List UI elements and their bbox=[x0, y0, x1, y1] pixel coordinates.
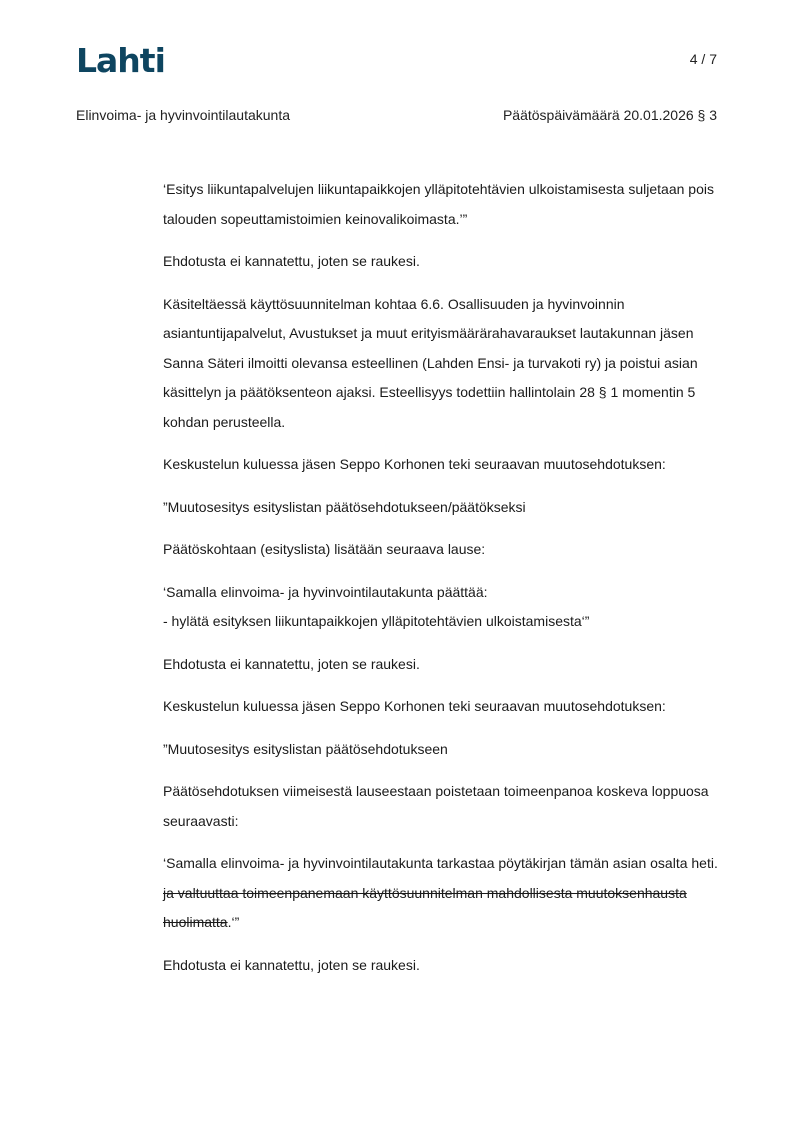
paragraph-text: ‘Samalla elinvoima- ja hyvinvointilautakunta tarkastaa pöytäkirjan tämän asian osalta heti. bbox=[163, 855, 718, 871]
paragraph-end: .‘” bbox=[227, 914, 240, 930]
paragraph: Päätösehdotuksen viimeisestä lauseestaan poistetaan toimeenpanoa koskeva loppuosa seuraavasti: bbox=[163, 783, 709, 829]
paragraph bbox=[163, 578, 723, 637]
paragraph: Keskustelun kuluessa jäsen Seppo Korhonen teki seuraavan muutosehdotuksen: bbox=[163, 698, 666, 714]
paragraph: Ehdotusta ei kannatettu, joten se raukesi. bbox=[163, 253, 420, 269]
paragraph-line: - hylätä esityksen liikuntapaikkojen ylläpitotehtävien ulkoistamisesta‘” bbox=[163, 613, 590, 629]
page-number: 4 / 7 bbox=[689, 51, 717, 67]
paragraph: Keskustelun kuluessa jäsen Seppo Korhonen teki seuraavan muutosehdotuksen: bbox=[163, 456, 666, 472]
document-body bbox=[163, 175, 723, 993]
paragraph: Käsiteltäessä käyttösuunnitelman kohtaa 6.6. Osallisuuden ja hyvinvoinnin asiantuntijapalvelut, Avustukset ja muut erityismäärärahavaraukset lautakunnan jäsen Sanna Säteri ilmoitti olevansa esteellinen (Lahden Ensi- ja turvakoti ry) ja poistui asian käsittelyn ja päätöksenteon ajaksi. Esteellisyys todettiin hallintolain 28 § 1 momentin 5 kohdan perusteella. bbox=[163, 295, 698, 430]
paragraph-line: ‘Samalla elinvoima- ja hyvinvointilautakunta päättää: bbox=[163, 583, 488, 600]
paragraph: Ehdotusta ei kannatettu, joten se raukesi. bbox=[163, 956, 420, 973]
paragraph: Ehdotusta ei kannatettu, joten se raukesi. bbox=[163, 655, 420, 672]
decision-date: Päätöspäivämäärä 20.01.2026 § 3 bbox=[502, 107, 717, 123]
struck-text: ja valtuuttaa toimeenpanemaan käyttösuunnitelman mahdollisesta muutoksenhausta huolimatta bbox=[163, 884, 687, 930]
paragraph bbox=[163, 849, 723, 938]
paragraph: ”Muutosesitys esityslistan päätösehdotukseen/päätökseksi bbox=[163, 498, 526, 515]
paragraph: ”Muutosesitys esityslistan päätösehdotukseen bbox=[163, 740, 448, 757]
paragraph: Päätöskohtaan (esityslista) lisätään seuraava lause: bbox=[163, 541, 486, 557]
lahti-logo: Lahti bbox=[76, 41, 165, 80]
paragraph: ‘Esitys liikuntapalvelujen liikuntapaikkojen ylläpitotehtävien ulkoistamisesta suljetaan pois talouden sopeuttamistoimien keinovalikoimasta.’” bbox=[163, 181, 714, 227]
committee-name: Elinvoima- ja hyvinvointilautakunta bbox=[76, 107, 290, 123]
